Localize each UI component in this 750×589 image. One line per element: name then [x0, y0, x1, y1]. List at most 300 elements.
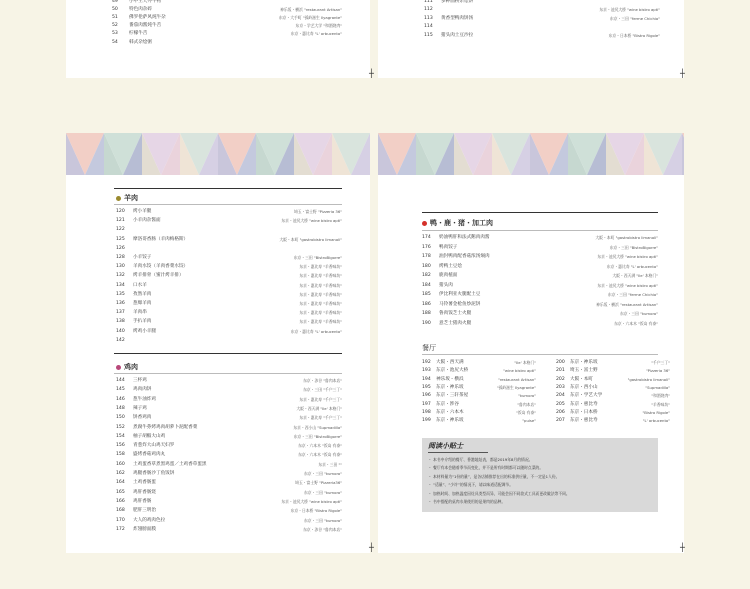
item-number: 137 [116, 310, 125, 316]
item-location: 东京・惠比寿 "羊香味坊" [299, 319, 342, 325]
item-name: 小羊饺子 [133, 255, 152, 260]
item-location: 东京・惠比寿 "羊香味坊" [299, 282, 342, 288]
item-name: 烤羊排骨（蜜汁烤羊排） [133, 273, 184, 279]
list-item [116, 451, 342, 459]
list-item [422, 263, 658, 271]
restaurant-name: "和酒烧肉" [651, 393, 670, 399]
list-item [422, 282, 658, 290]
item-name: 柠檬牛舌 [129, 31, 148, 37]
item-number: 166 [116, 498, 125, 504]
list-item [116, 526, 342, 534]
list-item [116, 489, 342, 497]
item-name: 鲁肉饭芝士火腿 [439, 311, 472, 316]
crop-mark-icon: ┼ [369, 69, 374, 78]
restaurant-area: 埼玉・富士野 [570, 368, 598, 374]
item-number: 138 [116, 319, 125, 325]
item-location: 东京・涉谷 "魯肉本店" [303, 378, 342, 383]
item-number: 132 [116, 273, 125, 279]
restaurant-name: "Bistro Rigole" [642, 409, 670, 415]
item-number: 112 [424, 7, 433, 13]
restaurant-item [422, 392, 536, 400]
crop-mark-icon: ┼ [369, 543, 374, 552]
item-name: 黄香型鸭肉饼汤 [441, 15, 474, 21]
item-location: 埼玉・富士野 "Pizzeria 36" [293, 209, 342, 214]
item-location: 东京・三田 "ferme Chichio" [609, 15, 660, 21]
item-number: 130 [116, 264, 125, 270]
list-item [116, 396, 342, 404]
list-item [424, 0, 660, 6]
lamb-top-rule [114, 188, 342, 189]
item-name: 青葱炸大山鸡天妇罗 [133, 443, 175, 449]
restaurant-item [422, 376, 536, 384]
list-item [422, 253, 658, 261]
item-name: 马铃薯金枪鱼炒泥饼 [439, 301, 481, 307]
list-item [116, 208, 342, 216]
item-name: 伊比利亚火腿配土豆 [439, 292, 481, 297]
list-item [116, 479, 342, 487]
restaurant-name: "Ile' 本格门" [514, 360, 536, 365]
list-item [116, 272, 342, 280]
item-number: 136 [116, 301, 125, 306]
triangle-pattern-band-right [378, 133, 684, 175]
item-location: 东京・三田 "kumoro" [304, 517, 342, 523]
restaurant-item [556, 401, 670, 409]
item-name: 柚子胡椒大山鸡 [133, 433, 166, 439]
item-name: 小中王天外牛物 [129, 0, 162, 4]
item-location: 东京・惠比寿 "羊香味坊" [299, 264, 342, 270]
list-item [422, 234, 658, 242]
item-name: 大人的鸡肉色拉 [133, 517, 166, 523]
chicken-section-title: 鸡肉 [116, 362, 138, 372]
item-number: 53 [112, 31, 118, 37]
item-name: 三杯鸡 [133, 378, 147, 383]
restaurant-name: "千户三丁" [651, 360, 670, 365]
item-number: 156 [116, 443, 125, 449]
restaurant-area: 东京・池尻大桥 [436, 368, 469, 374]
restaurant-area: 东京・日本桥 [570, 409, 598, 415]
list-item [116, 433, 342, 441]
red-dot-icon [422, 221, 427, 226]
list-item [422, 272, 658, 280]
item-location: 大阪・本町 "gastrobistro limanoli" [595, 235, 658, 240]
item-location: 东京・大手町 "孤岭滋生 Ilyagrante" [278, 15, 342, 21]
item-name: 猪头肉 [439, 282, 453, 288]
restaurant-name: "gastrobistro limanoli" [627, 376, 670, 382]
item-number: 142 [116, 337, 125, 343]
item-name: 鸡腿香肠沙丁鱼饭饼 [133, 471, 175, 476]
item-name: 鸡肉肉饼 [133, 387, 152, 393]
item-number: 158 [116, 452, 125, 458]
restaurant-item [556, 376, 670, 384]
list-item [422, 244, 658, 252]
item-number: 115 [424, 32, 433, 38]
tip-line: ・ 书中搭配的桌肉水果使用的是果肉的品种。 [428, 499, 506, 504]
restaurant-name: "饭岛 有泰" [516, 409, 536, 415]
restaurant-item [422, 367, 536, 375]
item-name: 炸翅膀面膜 [133, 526, 156, 532]
restaurants-section-title: 餐厅 [422, 344, 436, 352]
item-location: 东京・惠比寿 "羊香味坊" [299, 273, 342, 279]
item-number: 184 [422, 282, 431, 288]
item-location: 神乐坂・横浜 "restaurant Artisan" [280, 7, 342, 13]
restaurant-name: "魯肉本店" [517, 401, 536, 407]
item-name: 小羊肉杂酱面 [133, 218, 161, 224]
restaurant-item [422, 401, 536, 409]
item-name: 葱牛油炸鸡 [133, 396, 156, 402]
restaurants-divider [422, 354, 658, 355]
item-number: 182 [422, 273, 431, 278]
item-number: 162 [116, 471, 125, 476]
list-item [422, 301, 658, 309]
item-name: 手扒羊肉 [133, 319, 152, 325]
list-item [116, 386, 342, 394]
list-item [112, 39, 342, 47]
item-location: 东京・西小山 "Supmadilla" [293, 424, 342, 430]
restaurant-name: "restaurant Artisan" [498, 376, 536, 382]
restaurant-number: 198 [422, 409, 431, 415]
item-number: 113 [424, 15, 433, 21]
triangle-pattern [66, 133, 370, 175]
item-number: 111 [424, 0, 433, 4]
list-item [424, 15, 660, 23]
restaurant-item [422, 359, 536, 367]
item-location: 东京・三田 "kumoro" [304, 471, 342, 476]
game-section-title: 鸭・鹿・猪・加工肉 [422, 218, 493, 228]
item-name: 辣子鸡 [133, 405, 147, 411]
item-location: 东京・池尻大桥 "wine bistro apti" [599, 7, 660, 13]
restaurant-number: 206 [556, 409, 565, 415]
item-name: 韩式杂烩粥 [129, 39, 152, 45]
item-location: 东京・三田 "BistroBigorre" [293, 255, 342, 260]
item-name: 奶油鸭肝和法式鹅肉肉酱 [439, 235, 490, 240]
item-name: 羊肉水饺（羊肉香菜水饺） [133, 264, 189, 270]
restaurant-name: "wine bistro apti" [503, 368, 536, 374]
restaurant-number: 197 [422, 401, 431, 407]
restaurant-item [556, 384, 670, 392]
item-number: 121 [116, 218, 125, 224]
item-name: 番茄肉酱炖牛舌 [129, 23, 162, 29]
item-location: 东京・三田 "ferme Chichio" [607, 292, 658, 297]
item-number: 160 [116, 461, 125, 467]
item-name: 鸭肉饺子 [439, 244, 458, 250]
item-name: 多种面粉杂烩饼 [441, 0, 474, 4]
list-item [116, 291, 342, 299]
item-number: 190 [422, 320, 431, 326]
item-name: 煮腐牛蒡烤鸡肉胡萝卜泥配香菜 [133, 424, 198, 430]
item-location: 东京・三田 "kumoro" [304, 489, 342, 495]
tips-title: 阅读小贴士 [428, 442, 463, 450]
item-location: 神乐坂・横浜 "restaurant Artisan" [596, 301, 658, 307]
list-item [116, 517, 342, 525]
tip-line: ・ 餐厅有本会随着季节而变化，并不是所有时期都可以随时点菜的。 [428, 465, 544, 471]
restaurant-number: 199 [422, 418, 431, 424]
restaurant-area: 东京・西小山 [570, 384, 598, 390]
left-page [66, 133, 370, 553]
item-name: 猪头肉土豆沙拉 [441, 32, 474, 38]
item-number: 140 [116, 328, 125, 334]
tips-underline [428, 452, 488, 453]
item-number: 51 [112, 15, 118, 21]
restaurant-number: 195 [422, 384, 431, 390]
game-divider [422, 230, 658, 231]
item-location: 东京・三田 "BistroBigorre" [609, 244, 658, 250]
tips-box [422, 438, 658, 512]
restaurant-item [556, 392, 670, 400]
restaurant-name: "L' orbucento" [642, 418, 670, 424]
restaurant-item [422, 417, 536, 425]
list-item [116, 405, 342, 413]
item-number: 154 [116, 433, 125, 439]
list-item [116, 461, 342, 469]
item-number: 178 [422, 254, 431, 259]
item-location: 东京・池尻大桥 "wine bistro apti" [597, 282, 658, 288]
list-item [116, 282, 342, 290]
item-name: 饼香鸡肉 [133, 415, 152, 421]
item-location: 东京・惠比寿 "羊香味坊" [299, 291, 342, 297]
chicken-dot-icon [116, 365, 121, 370]
item-number: 135 [116, 291, 125, 297]
restaurant-number: 194 [422, 376, 431, 382]
item-location: 东京・惠比寿 "羊香味坊" [299, 310, 342, 316]
item-number: 52 [112, 23, 118, 29]
top-right-page [378, 0, 684, 78]
restaurant-area: 神乐坂・横浜 [436, 376, 464, 382]
item-name: 羊肉串 [133, 310, 147, 316]
list-item [116, 318, 342, 326]
list-item [116, 309, 342, 317]
list-item [116, 498, 342, 506]
item-number: 145 [116, 387, 125, 393]
item-location: 东京・惠比寿 "L' orbucento" [290, 31, 342, 37]
item-location: 东京・六本木 "饭岛 有泰" [614, 320, 658, 326]
item-location: 东京・三田 "kumoro" [620, 311, 658, 316]
triangle-pattern-right [378, 133, 684, 175]
list-item [116, 414, 342, 422]
item-name: 意芝士猪肉火腿 [439, 320, 472, 326]
item-number: 144 [116, 378, 125, 383]
list-item [116, 245, 342, 253]
item-name: 烤鸡小羊腿 [133, 328, 156, 334]
item-number: 152 [116, 424, 125, 430]
item-number: 148 [116, 405, 125, 411]
restaurant-area: 东京・神乐坂 [436, 418, 464, 424]
item-name: 口水羊 [133, 282, 147, 288]
triangle-pattern-band [66, 133, 370, 175]
item-name: 烤鸭土豆烩 [439, 263, 462, 269]
list-item [116, 507, 342, 515]
chicken-divider [114, 373, 342, 374]
restaurant-area: 东京・惠比寿 [570, 418, 598, 424]
item-name: 鸡肝香肠 [133, 498, 152, 504]
item-name: 烤小羊腿 [133, 209, 152, 214]
restaurant-number: 202 [556, 376, 565, 382]
list-item [422, 320, 658, 328]
item-number: 50 [112, 7, 118, 13]
restaurant-area: 东京・神乐坂 [570, 360, 598, 365]
restaurant-name: "Pizzeria 36" [645, 368, 670, 374]
restaurant-number: 196 [422, 393, 431, 399]
list-item [116, 236, 342, 244]
item-location: 东京・涉谷 "魯肉本店" [303, 526, 342, 532]
item-name: 孜然羊肉 [133, 291, 152, 297]
restaurant-item [556, 367, 670, 375]
list-item [116, 217, 342, 225]
list-item [116, 328, 342, 336]
list-item [116, 226, 342, 234]
restaurant-number: 192 [422, 360, 431, 365]
chicken-top-rule [114, 353, 342, 354]
pattern-triangle [682, 133, 684, 175]
list-item [116, 254, 342, 262]
item-number: 125 [116, 236, 125, 242]
item-number: 54 [112, 39, 118, 45]
restaurant-area: 东京・神乐坂 [436, 384, 464, 390]
item-number: 172 [116, 526, 125, 532]
item-number: 186 [422, 301, 431, 307]
item-number: 120 [116, 209, 125, 214]
list-item [116, 263, 342, 271]
tip-line: ・ 加热时间、加热温度因灶具类型而异，可能会因不同款式工具而更改做法等不同。 [428, 490, 570, 496]
tip-line: ・ 本材料量为“1份的量”，是各店铺推荐在出的标准供应量，不一定是1人份。 [428, 473, 560, 479]
restaurant-number: 201 [556, 368, 565, 374]
restaurant-name: "孤岭滋生 Ilyagrante" [496, 384, 536, 390]
item-name: 油封鸭肉配香菇浓汤焖肉 [439, 254, 490, 259]
list-item [112, 22, 342, 30]
item-number: 122 [116, 227, 125, 233]
item-location: 大阪・西天满 "Ile' 本格门" [296, 405, 342, 411]
restaurant-item [422, 409, 536, 417]
crop-mark-icon: ┼ [680, 69, 685, 78]
restaurant-number: 205 [556, 401, 565, 407]
restaurant-name: "kumoro" [518, 393, 536, 399]
item-number: 176 [422, 244, 431, 250]
list-item [422, 291, 658, 299]
item-location: 东京・三田 "BistroBigorre" [293, 433, 342, 439]
item-number: 134 [116, 282, 125, 288]
item-location: 埼玉・富士野 "Pizzeria36" [295, 480, 342, 486]
item-location: 大阪・本町 "gastrobistro limanoli" [279, 236, 342, 242]
list-item [116, 377, 342, 385]
item-name: 土鸡香肠蛋 [133, 480, 156, 486]
restaurant-item [556, 359, 670, 367]
item-location: 东京・池尻大桥 "wine bistro apti" [281, 498, 342, 504]
list-item [116, 300, 342, 308]
item-number: 185 [422, 292, 431, 297]
top-left-page [66, 0, 370, 78]
item-name: 佛罗伦萨风炖牛杂 [129, 15, 166, 21]
restaurant-number: 204 [556, 393, 565, 399]
restaurant-area: 东京・惠比寿 [570, 401, 598, 407]
lamb-dot-icon [116, 196, 121, 201]
item-location: 东京・六本木 "饭岛 有泰" [298, 443, 342, 449]
item-name: 葱爆羊肉 [133, 301, 152, 306]
list-item [112, 30, 342, 38]
restaurant-name: "pulse" [522, 418, 536, 424]
list-item [112, 0, 342, 6]
item-name: 特色肉杂碎 [129, 7, 152, 13]
item-number: 188 [422, 311, 431, 316]
item-number: 126 [116, 245, 125, 251]
item-number: 150 [116, 415, 125, 421]
restaurant-area: 大阪・西天满 [436, 360, 464, 365]
list-item [112, 14, 342, 22]
item-number: 114 [424, 24, 433, 30]
list-item [422, 310, 658, 318]
restaurant-area: 东京・涉谷 [436, 401, 459, 407]
list-item [116, 470, 342, 478]
list-item [424, 6, 660, 14]
restaurant-area: 东京・三轩茶屋 [436, 393, 469, 399]
lamb-section-title: 羊肉 [116, 193, 138, 203]
lamb-divider [114, 204, 342, 205]
list-item [116, 442, 342, 450]
restaurant-number: 200 [556, 360, 565, 365]
restaurant-number: 207 [556, 418, 565, 424]
item-number: 174 [422, 235, 431, 240]
restaurant-area: 东京・学艺大学 [570, 393, 603, 399]
item-name: 鹿肉植面 [439, 273, 458, 278]
restaurant-area: 东京・六本木 [436, 409, 464, 415]
item-location: 东京・惠比寿 "L' orbucento" [606, 263, 658, 269]
right-page [378, 133, 684, 553]
item-location: 东京・池尻大桥 "wine bistro apti" [281, 218, 342, 224]
restaurant-name: "羊香味坊" [651, 401, 670, 407]
game-top-rule [422, 212, 658, 213]
restaurant-item [556, 409, 670, 417]
restaurant-number: 193 [422, 368, 431, 374]
crop-mark-icon: ┼ [680, 543, 685, 552]
item-location: 东京・学艺大学 "和酒烧肉" [295, 23, 342, 29]
item-number: 180 [422, 263, 431, 269]
item-location: 东京・池尻大桥 "wine bistro apti" [597, 254, 658, 259]
item-name: 土鸡蛋香草煮黑鸡蛋／土鸡香草蛋黑 [133, 461, 207, 467]
item-number: 146 [116, 396, 125, 402]
item-number: 164 [116, 480, 125, 486]
list-item [424, 32, 660, 40]
item-name: 鸡肝香肠烧 [133, 489, 156, 495]
item-location: 东京・惠比寿 "千户三丁" [299, 396, 342, 402]
item-location: 东京・日本桥 "Bistro Rigole" [608, 32, 660, 38]
item-location: 东京・三田 "" [318, 461, 342, 467]
item-name: 摩洛哥香肠（羊肉梅格斯） [133, 236, 189, 242]
item-location: 东京・三田 "千户三丁" [303, 387, 342, 393]
item-location: 东京・惠比寿 "L' orbucento" [290, 328, 342, 334]
item-number: 128 [116, 255, 125, 260]
restaurant-item [422, 384, 536, 392]
item-location: 东京・六本木 "饭岛 有泰" [298, 452, 342, 458]
item-number: 168 [116, 508, 125, 514]
list-item [116, 337, 342, 345]
tip-line: ・ 本书中介绍的餐厅、香港地址表，都是2019年8月的情况。 [428, 457, 533, 462]
restaurant-number: 203 [556, 384, 565, 390]
item-number: 49 [112, 0, 118, 4]
tip-line: ・ “适量”、“少许”的情况下，请以味道适配调节。 [428, 482, 514, 488]
restaurant-item [556, 417, 670, 425]
restaurant-area: 大阪・本町 [570, 376, 593, 382]
list-item [116, 424, 342, 432]
item-location: 东京・日本桥 "Bistro Rigole" [290, 508, 342, 514]
item-location: 东京・惠比寿 "羊香味坊" [299, 301, 342, 306]
restaurant-name: "Supmadilla" [645, 384, 670, 390]
item-name: 肥肝三明治 [133, 508, 156, 514]
item-location: 大阪・西天满 "Ile' 本格门" [612, 273, 658, 278]
item-number: 165 [116, 489, 125, 495]
item-number: 170 [116, 517, 125, 523]
item-name: 盛烤香菇鸡肉丸 [133, 452, 166, 458]
list-item [424, 23, 660, 31]
item-location: 东京・惠比寿 "千户三丁" [299, 415, 342, 421]
list-item [112, 6, 342, 14]
